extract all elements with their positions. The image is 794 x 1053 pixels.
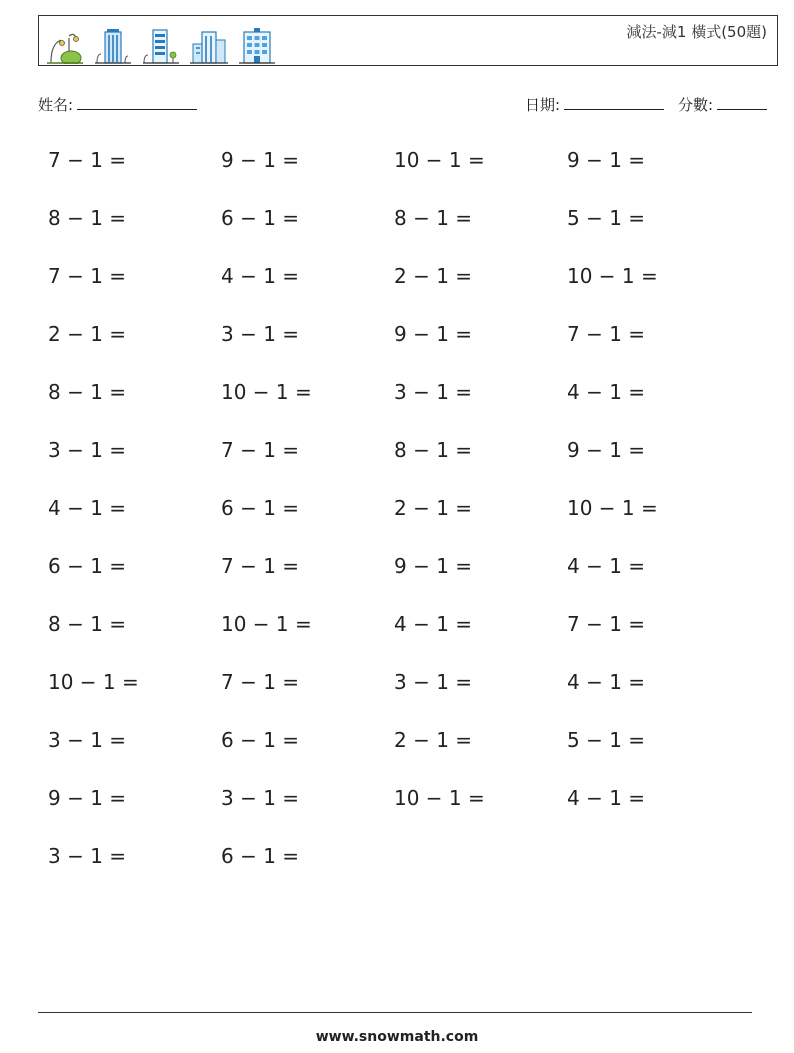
date-input-line[interactable] <box>564 95 664 110</box>
problem-row <box>48 319 748 377</box>
problem-item: 9 − 1 = <box>394 322 473 346</box>
problem-item: 10 − 1 = <box>221 380 312 404</box>
problem-item: 4 − 1 = <box>567 554 646 578</box>
header-box <box>38 15 778 66</box>
problem-row <box>48 551 748 609</box>
city-buildings-icon <box>189 26 229 64</box>
problem-item: 2 − 1 = <box>394 264 473 288</box>
problem-item: 7 − 1 = <box>221 670 300 694</box>
problem-item: 2 − 1 = <box>48 322 127 346</box>
problem-row <box>48 435 748 493</box>
problem-item: 10 − 1 = <box>394 786 485 810</box>
problem-item: 3 − 1 = <box>48 728 127 752</box>
office-building-icon <box>237 26 277 64</box>
problem-item: 8 − 1 = <box>48 612 127 636</box>
problem-item: 2 − 1 = <box>394 728 473 752</box>
problem-item: 6 − 1 = <box>221 728 300 752</box>
footer-divider <box>38 1012 752 1013</box>
problem-item: 3 − 1 = <box>394 380 473 404</box>
score-input-line[interactable] <box>717 95 767 110</box>
problem-item: 7 − 1 = <box>221 554 300 578</box>
problem-row <box>48 841 748 899</box>
problem-item: 8 − 1 = <box>394 206 473 230</box>
problem-item: 5 − 1 = <box>567 728 646 752</box>
problem-row <box>48 725 748 783</box>
problem-item: 7 − 1 = <box>567 612 646 636</box>
worksheet-title: 減法-減1 橫式(50題) <box>626 23 767 41</box>
problem-item: 6 − 1 = <box>221 496 300 520</box>
apartment-building-icon <box>141 26 181 64</box>
problem-item: 7 − 1 = <box>48 264 127 288</box>
problem-item: 10 − 1 = <box>221 612 312 636</box>
problem-item: 5 − 1 = <box>567 206 646 230</box>
problem-item: 4 − 1 = <box>567 670 646 694</box>
problem-item: 3 − 1 = <box>221 786 300 810</box>
skyscraper-icon <box>93 26 133 64</box>
problem-item: 2 − 1 = <box>394 496 473 520</box>
problem-row <box>48 377 748 435</box>
footer-website: www.snowmath.com <box>315 1029 479 1045</box>
problem-item: 10 − 1 = <box>567 496 658 520</box>
problem-item: 9 − 1 = <box>567 148 646 172</box>
problem-item: 4 − 1 = <box>567 786 646 810</box>
problem-item: 3 − 1 = <box>394 670 473 694</box>
problem-item: 9 − 1 = <box>567 438 646 462</box>
name-input-line[interactable] <box>77 95 197 110</box>
problem-item: 6 − 1 = <box>48 554 127 578</box>
name-label: 姓名: <box>38 96 74 114</box>
problem-row <box>48 609 748 667</box>
problem-grid <box>48 145 748 899</box>
problem-item: 7 − 1 = <box>567 322 646 346</box>
problem-item: 9 − 1 = <box>221 148 300 172</box>
problem-item: 4 − 1 = <box>48 496 127 520</box>
problem-item: 3 − 1 = <box>221 322 300 346</box>
problem-row <box>48 261 748 319</box>
problem-item: 8 − 1 = <box>48 206 127 230</box>
problem-item: 4 − 1 = <box>567 380 646 404</box>
problem-item: 9 − 1 = <box>48 786 127 810</box>
problem-item: 10 − 1 = <box>567 264 658 288</box>
problem-row <box>48 667 748 725</box>
problem-row <box>48 145 748 203</box>
date-label: 日期: <box>525 96 561 114</box>
score-label: 分數: <box>678 96 714 114</box>
problem-item: 10 − 1 = <box>48 670 139 694</box>
problem-item: 4 − 1 = <box>394 612 473 636</box>
date-field <box>525 94 664 115</box>
problem-item: 9 − 1 = <box>394 554 473 578</box>
problem-item: 7 − 1 = <box>48 148 127 172</box>
park-lamp-tree-icon <box>45 26 85 64</box>
problem-item: 6 − 1 = <box>221 844 300 868</box>
problem-row <box>48 493 748 551</box>
problem-item: 6 − 1 = <box>221 206 300 230</box>
problem-item: 3 − 1 = <box>48 844 127 868</box>
score-field <box>678 94 767 115</box>
problem-item: 4 − 1 = <box>221 264 300 288</box>
problem-item: 3 − 1 = <box>48 438 127 462</box>
problem-item: 7 − 1 = <box>221 438 300 462</box>
name-field <box>38 94 197 115</box>
problem-row <box>48 783 748 841</box>
problem-item: 8 − 1 = <box>394 438 473 462</box>
problem-row <box>48 203 748 261</box>
header-icons <box>45 22 277 64</box>
problem-item: 10 − 1 = <box>394 148 485 172</box>
problem-item: 8 − 1 = <box>48 380 127 404</box>
